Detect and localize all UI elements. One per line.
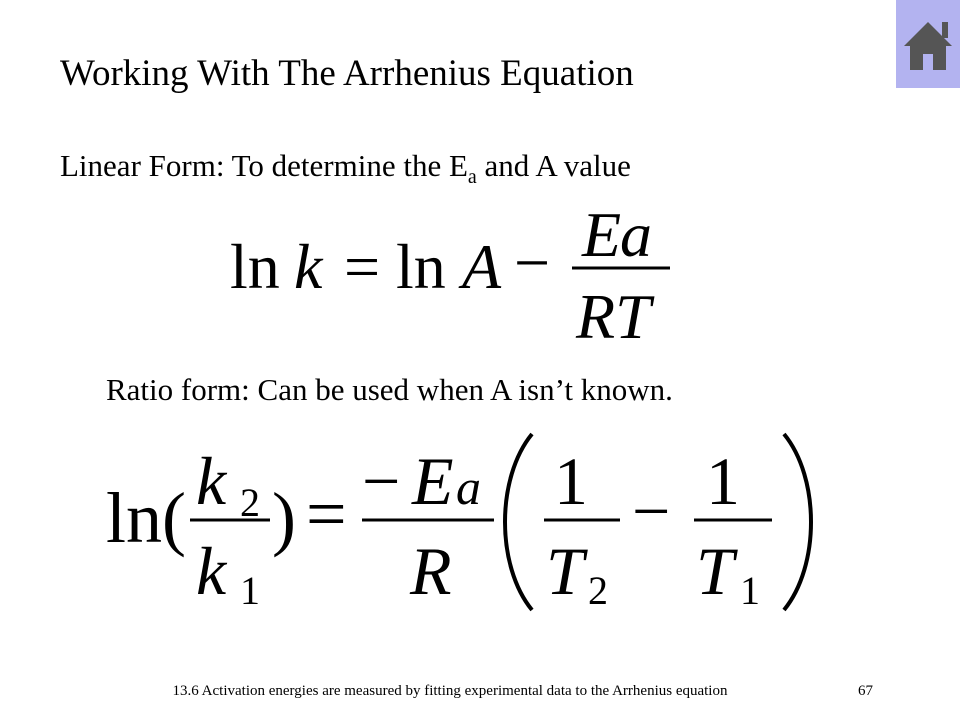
eq2-T-a: T xyxy=(546,533,584,609)
eq1-ln-lhs: ln xyxy=(230,231,280,302)
eq2-k-den: k xyxy=(196,533,227,609)
eq2-E: E xyxy=(412,443,454,519)
linear-form-label xyxy=(60,146,631,186)
home-icon xyxy=(896,0,960,88)
eq2-T-sub-1: 1 xyxy=(740,568,760,613)
eq2-one-a: 1 xyxy=(554,443,588,519)
eq1-k: k xyxy=(294,231,323,302)
eq2-R: R xyxy=(410,533,452,609)
eq2-equals: = xyxy=(306,474,347,554)
eq2-ln: ln( xyxy=(106,478,186,558)
linear-form-prefix: Linear Form: To determine the E xyxy=(60,148,468,183)
eq2-T-sub-2: 2 xyxy=(588,568,608,613)
ratio-equation xyxy=(100,422,820,627)
eq2-right-big-paren xyxy=(784,434,811,610)
linear-form-suffix: and A value xyxy=(476,148,631,183)
slide-title: Working With The Arrhenius Equation xyxy=(60,53,634,94)
eq2-close-paren: ) xyxy=(272,478,296,558)
eq1-minus: − xyxy=(514,227,551,298)
eq2-k-num: k xyxy=(196,443,227,519)
linear-form-subscript: a xyxy=(467,166,477,188)
eq2-minus: − xyxy=(362,443,401,519)
ratio-form-label: Ratio form: Can be used when A isn’t known. xyxy=(106,372,673,407)
home-button[interactable] xyxy=(896,0,960,88)
eq1-A: A xyxy=(462,231,502,302)
eq2-T-b: T xyxy=(696,533,734,609)
eq2-minus-inner: − xyxy=(632,473,671,549)
page-number: 67 xyxy=(858,683,873,699)
eq2-a: a xyxy=(456,459,481,515)
eq1-num-E: E xyxy=(582,199,622,270)
eq2-sub-2: 2 xyxy=(240,480,260,525)
eq2-left-big-paren xyxy=(505,434,532,610)
eq1-equals: = xyxy=(344,231,381,302)
linear-equation xyxy=(224,196,684,361)
eq2-sub-1: 1 xyxy=(240,568,260,613)
eq1-ln-rhs: ln xyxy=(396,231,446,302)
footer-caption: 13.6 Activation energies are measured by fitting experimental data to the Arrhenius equation xyxy=(172,683,728,699)
eq1-den: RT xyxy=(576,281,651,352)
eq1-num-a: a xyxy=(620,199,652,270)
eq2-one-b: 1 xyxy=(706,443,740,519)
